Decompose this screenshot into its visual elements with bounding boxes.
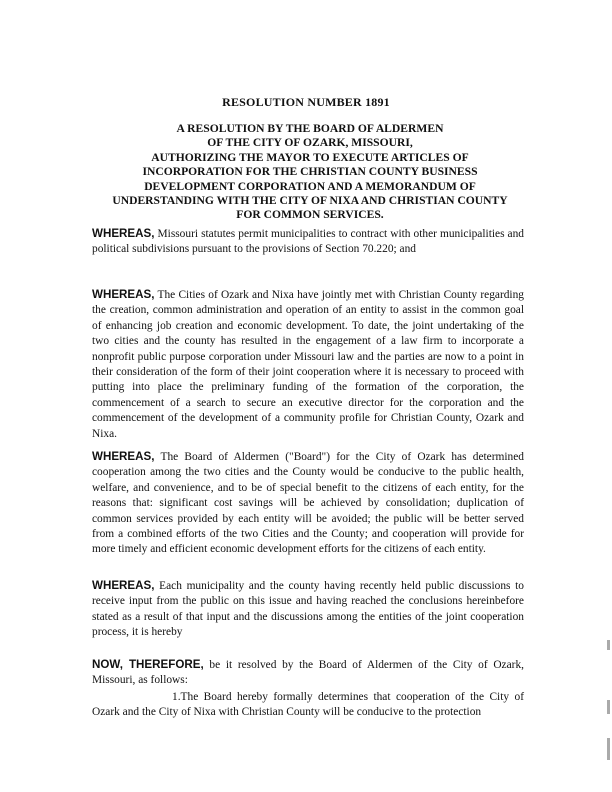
paragraph-text: The Cities of Ozark and Nixa have jointly met with Christian County regarding the creation, common administration and operation of an entity to assist in the common goal of enhancing job creation and economic development. To date, the joint undertaking of the two cities and the county has resulted in the engagement of a law firm to incorporate a nonprofit public purpose corporation under Missouri law and the parties are now to a point in their consideration of the form of their joint cooperation where it is necessary to proceed with putting into place the preliminary funding of the formation of the corporation, the commencement of a search to secure an executive director for the corporation and the commencement of the development of a community profile for Christian County, Ozark and Nixa. xyxy=(92,289,524,440)
scan-artifact xyxy=(607,738,610,760)
title-line: UNDERSTANDING WITH THE CITY OF NIXA AND CHRISTIAN COUNTY xyxy=(112,194,508,208)
paragraph-lead: WHEREAS, xyxy=(92,288,155,301)
title-line: AUTHORIZING THE MAYOR TO EXECUTE ARTICLES OF xyxy=(151,150,469,164)
paragraph-lead: WHEREAS, xyxy=(92,579,155,592)
title-line: OF THE CITY OF OZARK, MISSOURI, xyxy=(207,136,413,150)
resolution-title xyxy=(110,122,510,223)
whereas-paragraph-1 xyxy=(92,226,524,258)
title-line: A RESOLUTION BY THE BOARD OF ALDERMEN xyxy=(176,122,444,135)
scan-artifact xyxy=(607,640,610,650)
paragraph-text: Missouri statutes permit municipalities to contract with other municipalities and political subdivisions pursuant to the provisions of Section 70.220; and xyxy=(92,228,524,256)
resolution-number: RESOLUTION NUMBER 1891 xyxy=(222,95,390,109)
title-line: FOR COMMON SERVICES. xyxy=(236,208,384,222)
paragraph-lead: NOW, THEREFORE, xyxy=(92,658,204,671)
title-line: DEVELOPMENT CORPORATION AND A MEMORANDUM OF xyxy=(144,179,476,193)
whereas-paragraph-2 xyxy=(92,287,524,442)
whereas-paragraph-4 xyxy=(92,578,524,641)
whereas-paragraph-3 xyxy=(92,449,524,558)
paragraph-lead: WHEREAS, xyxy=(92,450,155,463)
scan-artifact xyxy=(607,700,610,714)
now-therefore-paragraph xyxy=(92,657,524,689)
paragraph-text: 1.The Board hereby formally determines that cooperation of the City of Ozark and the City of Nixa with Christian County will be conducive to the protection xyxy=(92,691,524,719)
paragraph-text: Each municipality and the county having recently held public discussions to receive input from the public on this issue and having reached the conclusions hereinbefore stated as a result of that input and the discussions among the entities of the joint cooperation process, it is hereby xyxy=(92,580,524,639)
paragraph-text: be it resolved by the Board of Aldermen of the City of Ozark, Missouri, as follows: xyxy=(92,659,524,687)
paragraph-lead: WHEREAS, xyxy=(92,227,155,240)
title-line: INCORPORATION FOR THE CHRISTIAN COUNTY BUSINESS xyxy=(142,165,478,179)
paragraph-text: The Board of Aldermen ("Board") for the City of Ozark has determined cooperation among the two cities and the County would be conducive to the public health, welfare, and convenience, and to be of special benefit to the citizens of each entity, for the reasons that: significant cost savings will be achieved by consolidation; duplication of common services provided by each entity will be avoided; the public will be better served from a combined efforts of the two Cities and the County; and cooperation will provide for more timely and efficient economic development efforts for the citizens of each entity. xyxy=(92,451,524,556)
numbered-clause-1 xyxy=(92,690,524,721)
